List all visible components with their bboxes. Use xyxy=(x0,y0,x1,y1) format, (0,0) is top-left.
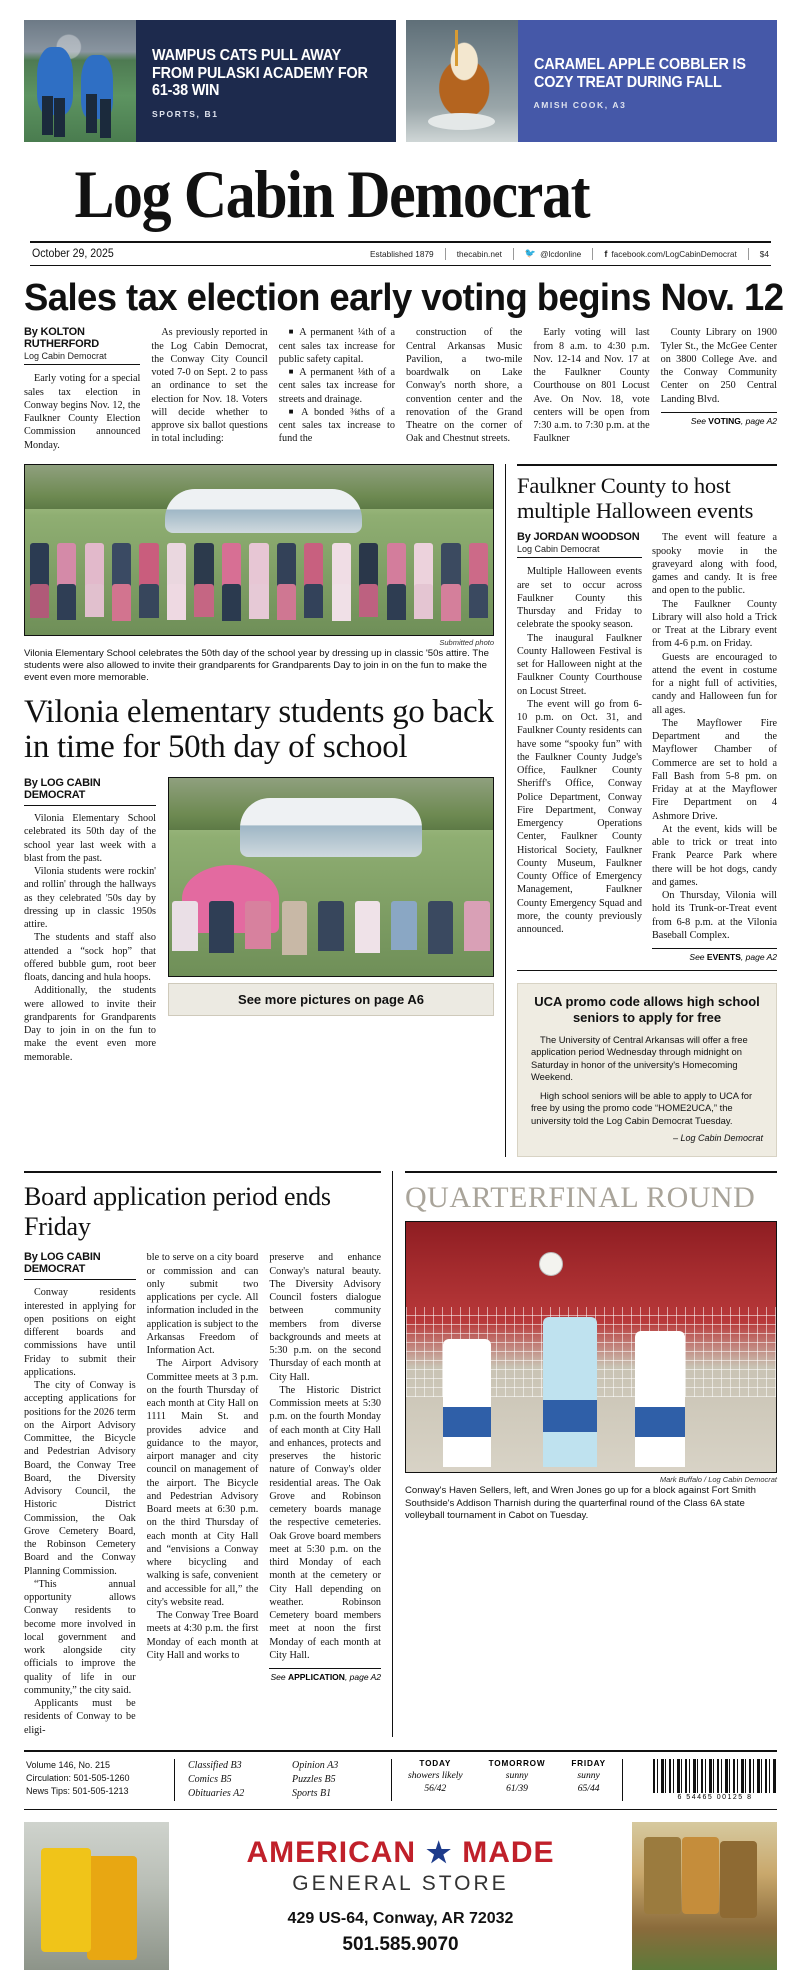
masthead-info-bar xyxy=(30,241,771,266)
uca-promo-box xyxy=(517,983,777,1157)
lead-story-columns xyxy=(24,326,777,452)
promo-card-sports[interactable] xyxy=(24,20,396,142)
paragraph: ble to serve on a city board or commission and can only submit two applications per cycle. All information included in the application is subject to the Arkansas Freedom of Information Act. xyxy=(146,1252,259,1357)
dessert-photo xyxy=(406,20,518,142)
paragraph: The city of Conway is accepting applications for positions for the 2026 term on the Airport Advisory Committee, the Bicycle and Pedestrian Advisory Board, the Conway Tree Board, the Diversity Advisory Council, the Historic District Commission, the Oak Grove Cemetery Board, the Robinson Cemetery Board and the Conway Planning Commission. xyxy=(24,1380,136,1577)
feature-headline: Vilonia elementary students go back in time for 50th day of school xyxy=(24,693,494,765)
promo-kicker: AMISH COOK, A3 xyxy=(533,100,627,111)
paragraph: The Mayflower Fire Department and the Mayflower Chamber of Commerce are set to hold a Fall Bash from 5-8 pm. on Friday at at the Mayflower Fire Department on 4 Ashmore Drive. xyxy=(652,717,777,822)
top-promo-bar xyxy=(24,20,777,142)
ad-brand-line xyxy=(246,1836,554,1870)
bullet-item: ■ A bonded ⅜ths of a cent sales tax increase to fund the xyxy=(279,406,395,446)
paragraph: Early voting will last from 8 a.m. to 4:30 p.m. Nov. 12-14 and Nov. 17 at the Faulkner County Courthouse on 801 Locust Ave. On Nov. 18, vote centers will be open from 7:30 a.m. to 7:30 p.m. at the Faulkner xyxy=(533,327,650,445)
jump-line-voting[interactable] xyxy=(661,412,777,426)
footer-index-col-1 xyxy=(175,1759,279,1801)
photo-credit: Submitted photo xyxy=(439,637,494,647)
ad-address: 429 US-64, Conway, AR 72032 xyxy=(287,1909,514,1927)
weather-temp: 61/39 xyxy=(506,1782,528,1794)
paragraph: construction of the Central Arkansas Music Pavilion, a two-mile boardwalk on Lake Conway's north shore, a convention center and the renovation of the Grand Theatre on the corner of Oak and Chestnut streets. xyxy=(405,327,523,445)
paragraph: Applicants must be residents of Conway to be eligi- xyxy=(24,1698,136,1736)
feature-column xyxy=(24,464,494,1157)
uca-signature: – Log Cabin Democrat xyxy=(672,1133,763,1144)
ad-brand-word-2: MADE xyxy=(462,1835,555,1869)
jump-suffix: , page A2 xyxy=(740,415,777,426)
right-rail xyxy=(505,464,777,1157)
paragraph: The Faulkner County Library will also hold a Trick or Treat at the Library event from 4-6 p.m. on Friday. xyxy=(652,598,777,650)
volleyball-photo xyxy=(405,1221,777,1473)
jump-key: VOTING xyxy=(708,415,741,426)
paragraph: County Library on 1900 Tyler St., the McGee Center on 3800 College Ave. and the Conway Community Center on 250 Central Landing Blvd. xyxy=(660,327,777,405)
vintage-car-shape xyxy=(165,489,362,533)
jump-prefix: See xyxy=(270,1672,288,1683)
photo-caption: Vilonia Elementary School celebrates the 50th day of the school year by dressing up in classic '50s attire. The students were also allowed to invite their grandparents for Grandparents Day to join in on the fun to make the event even more memorable. xyxy=(24,647,489,684)
established-label: Established 1879 xyxy=(370,248,434,259)
price-label: $4 xyxy=(759,248,769,259)
ad-subtitle: GENERAL STORE xyxy=(292,1871,509,1895)
volleyball-ball xyxy=(539,1252,563,1276)
index-item[interactable]: Obituaries A2 xyxy=(188,1787,245,1799)
footer-contact-block xyxy=(24,1759,174,1798)
paragraph: The event will feature a spooky movie in the graveyard along with food, games and candy. It is free and open to the public. xyxy=(652,532,777,597)
paragraph: At the event, kids will be able to trick or treat into Frank Pearce Park where there will be hot dogs, candy and games. xyxy=(652,823,777,888)
barcode-number: 6 54465 00125 8 xyxy=(677,1793,753,1801)
weather-condition: showers likely xyxy=(408,1769,463,1781)
bottom-section xyxy=(24,1171,777,1737)
circulation-label: Circulation: 501-505-1260 xyxy=(26,1772,130,1783)
paragraph: Vilonia Elementary School celebrated its 50th day of the school year last week with a blast from the past. xyxy=(24,813,156,864)
lead-col-4 xyxy=(406,326,522,452)
jump-line-events[interactable] xyxy=(652,948,777,962)
paragraph: The students and staff also attended a “sock hop” that offered bubble gum, root beer floats, dancing and hula hoops. xyxy=(24,932,156,984)
barcode xyxy=(639,1759,777,1801)
player-shorts-left xyxy=(443,1407,491,1437)
masthead xyxy=(24,156,777,266)
weather-temp: 65/44 xyxy=(577,1782,600,1794)
promo-card-amish-cook[interactable] xyxy=(406,20,778,142)
footer-index-col-2 xyxy=(279,1759,391,1801)
weather-tomorrow xyxy=(489,1759,546,1794)
sports-photo-credit: Mark Buffalo / Log Cabin Democrat xyxy=(659,1475,777,1485)
paragraph: Additionally, the students were allowed to invite their grandparents for Grandparents Day to join in on the fun to make the event even more memorable. xyxy=(24,985,156,1063)
player-center xyxy=(543,1317,597,1467)
weather-condition: sunny xyxy=(505,1769,529,1781)
index-item[interactable]: Opinion A3 xyxy=(292,1759,339,1771)
divider xyxy=(748,248,749,260)
divider xyxy=(622,1759,623,1801)
paragraph: Conway residents interested in applying for open positions on eight different boards and commissions have until Friday to submit their applications. xyxy=(24,1287,136,1378)
sports-story xyxy=(392,1171,777,1737)
footer-info-bar xyxy=(24,1750,777,1810)
promo-headline: WAMPUS CATS PULL AWAY FROM PULASKI ACADEMY FOR 61-38 WIN xyxy=(152,47,368,100)
board-headline: Board application period ends Friday xyxy=(24,1171,381,1251)
feature-body xyxy=(24,777,494,1064)
divider xyxy=(445,248,446,260)
player-left xyxy=(443,1339,491,1467)
feature-byline: By LOG CABIN DEMOCRAT xyxy=(24,777,156,806)
class-photo xyxy=(24,464,494,636)
news-tips-label: News Tips: 501-505-1213 xyxy=(26,1785,129,1796)
facebook-icon: f xyxy=(604,248,608,259)
facebook-handle: facebook.com/LogCabinDemocrat xyxy=(611,248,737,259)
paragraph: preserve and enhance Conway's natural beauty. The Diversity Advisory Council fosters dialogue between community members from diverse backgrounds and meets at 5:30 p.m. on the second Thursday of each month at City Hall. xyxy=(269,1252,382,1383)
feature-photo-col xyxy=(168,777,494,1064)
ad-photo-chairs xyxy=(24,1822,169,1970)
paragraph: The Airport Advisory Committee meets at 3 p.m. on the fourth Thursday of each month at City Hall on 1111 Main St. and provides advice and guidance to the mayor, airport manager and city council on management of the airport. The Bicycle and Pedestrian Advisory Board meets at 6:30 p.m. on the third Thursday of each month at City Hall and “envisions a Conway where bicycling and walking is safe, convenient and accessible for all,” the city's website read. xyxy=(146,1358,259,1608)
ad-phone[interactable]: 501.585.9070 xyxy=(342,1933,459,1955)
sports-section-title: QUARTERFINAL ROUND xyxy=(405,1171,777,1221)
bottom-advertisement[interactable] xyxy=(24,1822,777,1970)
paragraph: Multiple Halloween events are set to occur across Faulkner County this Thursday and Friday to celebrate the spooky season. xyxy=(517,566,642,631)
website-link[interactable]: thecabin.net xyxy=(456,248,502,259)
twitter-icon: 🐦 xyxy=(524,248,537,259)
facebook-link[interactable] xyxy=(604,249,736,259)
lead-byline: By KOLTON RUTHERFORD xyxy=(24,326,99,351)
jump-prefix: See xyxy=(689,952,707,963)
sports-photo-caption: Conway's Haven Sellers, left, and Wren Jones go up for a block against Fort Smith Southside's Addison Tharnish during the quarterfinal round of the Class 6A state volleyball tournament in Cabot on Tuesday. xyxy=(405,1485,756,1521)
paragraph: The event will go from 6-10 p.m. on Oct. 31, and Faulkner County residents can have some “spooky fun” with the Faulkner County Judge's Office, Faulkner County Sheriff's Office, Conway Police Department, Conway Fire Department, Conway Emergency Operations Center, Faulkner County Historical Society, Faulkner County Museum, Faulkner County Office of Emergency Management, Faulkner County Emergency Squad and more, the county previously announced. xyxy=(517,698,642,936)
promo-kicker: SPORTS, B1 xyxy=(152,108,219,119)
paragraph: On Thursday, Vilonia will hold its Trunk-or-Treat event from 6-8 p.m. at the Vilonia Baseball Complex. xyxy=(652,890,777,941)
weather-today xyxy=(408,1759,463,1794)
jump-key: APPLICATION xyxy=(287,1672,345,1683)
paragraph: As previously reported in the Log Cabin Democrat, the Conway City Council voted 7-0 on Sept. 2 to pass an ordinance to set the election for Nov. 18. Voters will decide whether to approve six ballot questions in total including: xyxy=(151,327,268,445)
twitter-handle: @lcdonline xyxy=(540,248,582,259)
weather-forecast xyxy=(392,1759,622,1794)
weather-friday xyxy=(571,1759,606,1794)
jump-key: EVENTS xyxy=(706,952,741,963)
lead-col-5 xyxy=(533,326,649,452)
player-right xyxy=(635,1331,685,1467)
jump-line-application[interactable] xyxy=(269,1668,381,1682)
ad-copy xyxy=(169,1822,632,1970)
uca-headline: UCA promo code allows high school seniors to apply for free xyxy=(534,994,760,1025)
ad-brand-word-1: AMERICAN xyxy=(246,1835,417,1869)
halloween-body xyxy=(517,531,777,962)
halloween-col-2 xyxy=(652,531,777,962)
star-icon: ★ xyxy=(426,1837,453,1869)
divider xyxy=(592,248,593,260)
weather-temp: 56/42 xyxy=(424,1782,447,1794)
paragraph: “This annual opportunity allows Conway residents to become more involved in local government and work alongside city officials to improve the quality of life in our community,” the city said. xyxy=(24,1578,136,1696)
lead-col-3 xyxy=(279,326,395,452)
ad-photo-preserves xyxy=(632,1822,777,1970)
divider xyxy=(513,248,514,260)
bullet-item: ■ A permanent ⅛th of a cent sales tax increase for streets and drainage. xyxy=(279,366,395,406)
lead-byline-sub: Log Cabin Democrat xyxy=(24,351,140,365)
player-shorts-center xyxy=(543,1400,597,1432)
paragraph: The Conway Tree Board meets at 4:30 p.m. the first Monday of each month at City Hall and works to xyxy=(146,1610,259,1661)
index-item[interactable]: Puzzles B5 xyxy=(292,1773,336,1785)
feature-class-photo xyxy=(168,777,494,977)
bullet-item: ■ A permanent ¼th of a cent sales tax increase for public safety capital. xyxy=(279,326,395,366)
promo-headline: CARAMEL APPLE COBBLER IS COZY TREAT DURING FALL xyxy=(533,55,746,91)
halloween-headline: Faulkner County to host multiple Halloween events xyxy=(517,472,754,523)
board-col-1 xyxy=(24,1251,136,1737)
paragraph: Early voting for a special sales tax election in Conway begins Nov. 12, the Faulkner County Election Commission announced Monday. xyxy=(24,373,141,451)
see-more-pictures-link[interactable]: See more pictures on page A6 xyxy=(168,983,494,1016)
twitter-link[interactable] xyxy=(525,248,581,259)
board-col-2 xyxy=(147,1251,259,1737)
volume-label: Volume 146, No. 215 xyxy=(26,1759,111,1770)
lead-col-6 xyxy=(661,326,777,452)
paragraph: High school seniors will be able to apply to UCA for free by using the promo code “HOME2UCA,” the university told the Log Cabin Democrat Tuesday. xyxy=(531,1089,753,1126)
weather-day: TODAY xyxy=(419,1758,452,1768)
weather-day: TOMORROW xyxy=(488,1758,546,1768)
students-row-front xyxy=(30,584,489,621)
lead-col-1 xyxy=(24,326,140,452)
feature-text-col xyxy=(24,777,156,1064)
paragraph: The Historic District Commission meets at 5:30 p.m. on the fourth Monday of each month at City Hall and enhances, protects and preserves the historic nature of Conway's older residential areas. The Oak Grove and Robinson cemetery boards manage the respective cemeteries. Oak Grove board members meet at 5:30 p.m. on the third Monday of each month at the cemetery or City Hall depending on weather. Robinson Cemetery board members meet at noon the first Monday of each month at City Hall. xyxy=(269,1384,382,1661)
halloween-byline: By JORDAN WOODSON xyxy=(517,531,640,544)
board-byline: By LOG CABIN DEMOCRAT xyxy=(24,1251,136,1280)
paragraph: Guests are encouraged to attend the event in costume for a night full of activities, candy and Halloween fun for all ages. xyxy=(652,651,777,716)
jump-suffix: , page A2 xyxy=(344,1672,382,1683)
paragraph: Vilonia students were rockin' and rollin' through the hallways as they celebrated '50s day by dressing up in classic 1950s attire. xyxy=(24,866,156,931)
board-col-3 xyxy=(269,1251,381,1737)
paragraph: The inaugural Faulkner County Halloween Festival is set for Halloween night at the Faulkner County Courthouse on Locust Street. xyxy=(517,632,642,697)
board-columns xyxy=(24,1251,381,1737)
vintage-car-shape xyxy=(240,798,421,857)
jump-suffix: , page A2 xyxy=(740,952,777,963)
paragraph: The University of Central Arkansas will offer a free application period Wednesday through midnight on Saturday in honor of the university's Homecoming Weekend. xyxy=(531,1033,748,1083)
index-item[interactable]: Sports B1 xyxy=(292,1787,332,1799)
index-item[interactable]: Classified B3 xyxy=(188,1759,242,1771)
halloween-col-1 xyxy=(517,531,642,962)
weather-day: FRIDAY xyxy=(571,1758,606,1768)
board-story xyxy=(24,1171,392,1737)
football-photo xyxy=(24,20,136,142)
lead-col-2 xyxy=(151,326,267,452)
newspaper-title: Log Cabin Democrat xyxy=(74,156,590,232)
index-item[interactable]: Comics B5 xyxy=(188,1773,232,1785)
publication-date: October 29, 2025 xyxy=(32,247,114,260)
jump-prefix: See xyxy=(690,415,709,426)
students-row xyxy=(172,901,490,955)
halloween-byline-sub: Log Cabin Democrat xyxy=(517,544,642,558)
barcode-bars xyxy=(653,1759,777,1793)
weather-condition: sunny xyxy=(577,1769,600,1781)
lead-headline: Sales tax election early voting begins Nov. 12 xyxy=(24,276,784,319)
player-shorts-right xyxy=(635,1407,685,1437)
